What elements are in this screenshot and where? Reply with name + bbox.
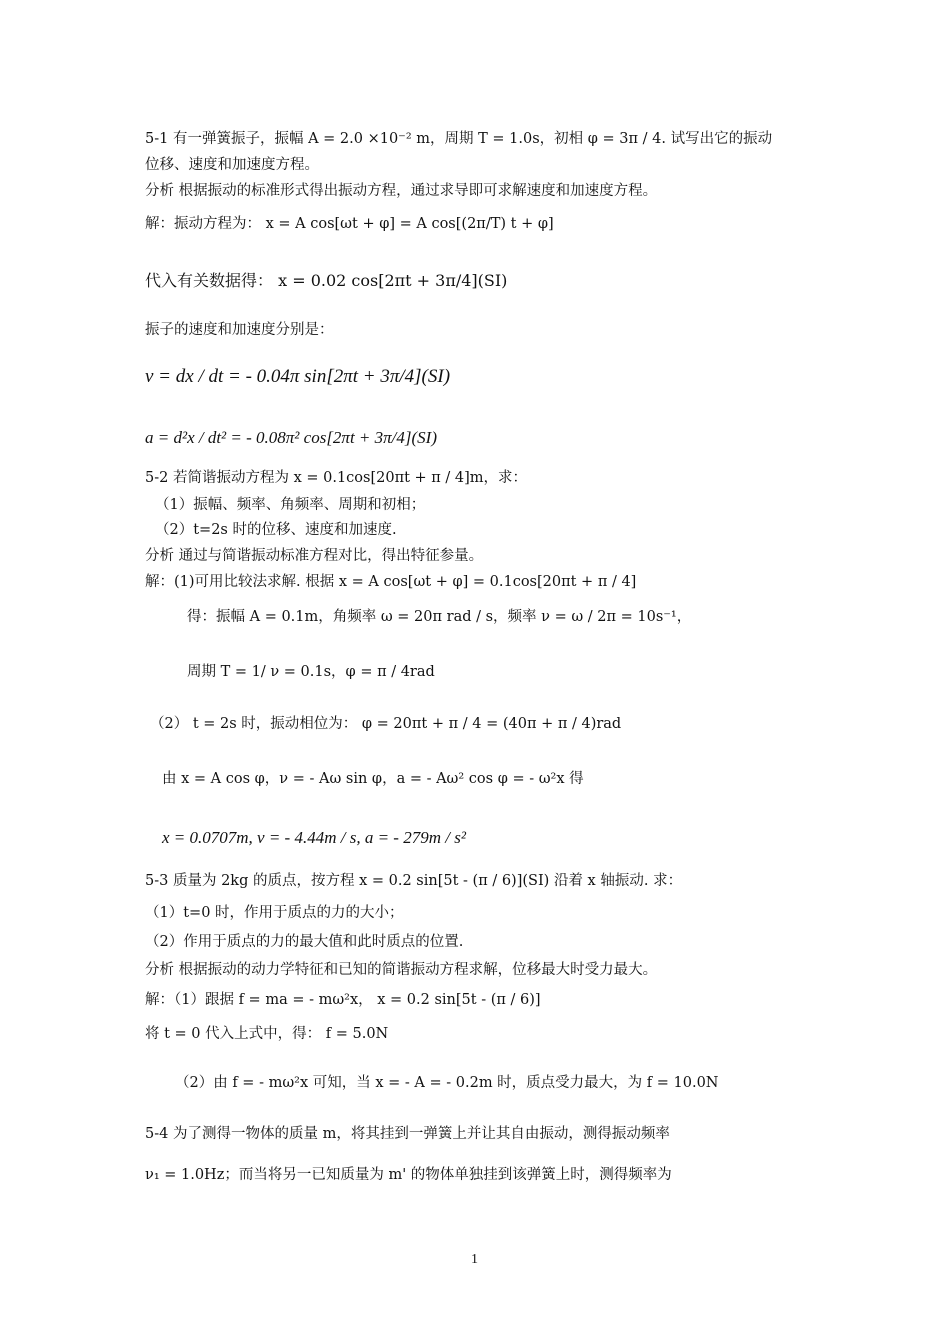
equation-line: 代入有关数据得： x = 0.02 cos[2πt + 3π/4](SI)	[145, 271, 508, 290]
text-line: 分析 根据振动的标准形式得出振动方程，通过求导即可求解速度和加速度方程。	[145, 183, 658, 199]
text-line: 得：振幅 A = 0.1m，角频率 ω = 20π rad / s，频率 ν = ω / 2π = 10s⁻¹，	[187, 609, 692, 625]
text-line: （2）作用于质点的力的最大值和此时质点的位置.	[145, 934, 464, 950]
text-line: 位移、速度和加速度方程。	[145, 157, 319, 173]
text-line: （2）t=2s 时的位移、速度和加速度.	[155, 522, 397, 538]
text-line: 分析 通过与简谐振动标准方程对比，得出特征参量。	[145, 548, 484, 564]
text-line: 振子的速度和加速度分别是：	[145, 322, 334, 338]
text-line: （2） t = 2s 时，振动相位为： φ = 20πt + π / 4 = (40π + π / 4)rad	[150, 716, 622, 732]
text-line: 分析 根据振动的动力学特征和已知的简谐振动方程求解，位移最大时受力最大。	[145, 962, 658, 978]
page-number: 1	[471, 1252, 478, 1267]
text-line: （1）t=0 时，作用于质点的力的大小；	[145, 905, 404, 921]
text-line: 5-4 为了测得一物体的质量 m，将其挂到一弹簧上并让其自由振动，测得振动频率	[145, 1126, 670, 1142]
text-line: 解：（1）跟据 f = ma = - mω²x， x = 0.2 sin[5t - (π / 6)]	[145, 992, 541, 1008]
text-line: 由 x = A cos φ，ν = - Aω sin φ，a = - Aω² cos φ = - ω²x 得	[162, 771, 584, 787]
text-line: 5-2 若简谐振动方程为 x = 0.1cos[20πt + π / 4]m，求：	[145, 470, 528, 486]
text-line: 周期 T = 1/ ν = 0.1s，φ = π / 4rad	[187, 664, 435, 680]
text-line: 解：(1)可用比较法求解. 根据 x = A cos[ωt + φ] = 0.1cos[20πt + π / 4]	[145, 574, 637, 590]
equation-line: 解：振动方程为： x = A cos[ωt + φ] = A cos[(2π/T) t + φ]	[145, 216, 554, 232]
text-line: （1）振幅、频率、角频率、周期和初相；	[155, 497, 426, 513]
equation-line: x = 0.0707m, ν = - 4.44m / s, a = - 279m / s²	[162, 828, 466, 847]
text-line: 5-1 有一弹簧振子，振幅 A = 2.0 ×10⁻² m，周期 T = 1.0s，初相 φ = 3π / 4. 试写出它的振动	[145, 131, 773, 147]
text-line: 5-3 质量为 2kg 的质点，按方程 x = 0.2 sin[5t - (π / 6)](SI) 沿着 x 轴振动. 求：	[145, 873, 683, 889]
text-line: 将 t = 0 代入上式中，得： f = 5.0N	[145, 1026, 389, 1042]
text-line: （2）由 f = - mω²x 可知，当 x = - A = - 0.2m 时，质点受力最大，为 f = 10.0N	[175, 1075, 719, 1091]
text-line: ν₁ = 1.0Hz；而当将另一已知质量为 m' 的物体单独挂到该弹簧上时，测得频率为	[145, 1167, 672, 1183]
equation-line: v = dx / dt = - 0.04π sin[2πt + 3π/4](SI)	[145, 366, 451, 387]
equation-line: a = d²x / dt² = - 0.08π² cos[2πt + 3π/4](SI)	[145, 428, 437, 447]
